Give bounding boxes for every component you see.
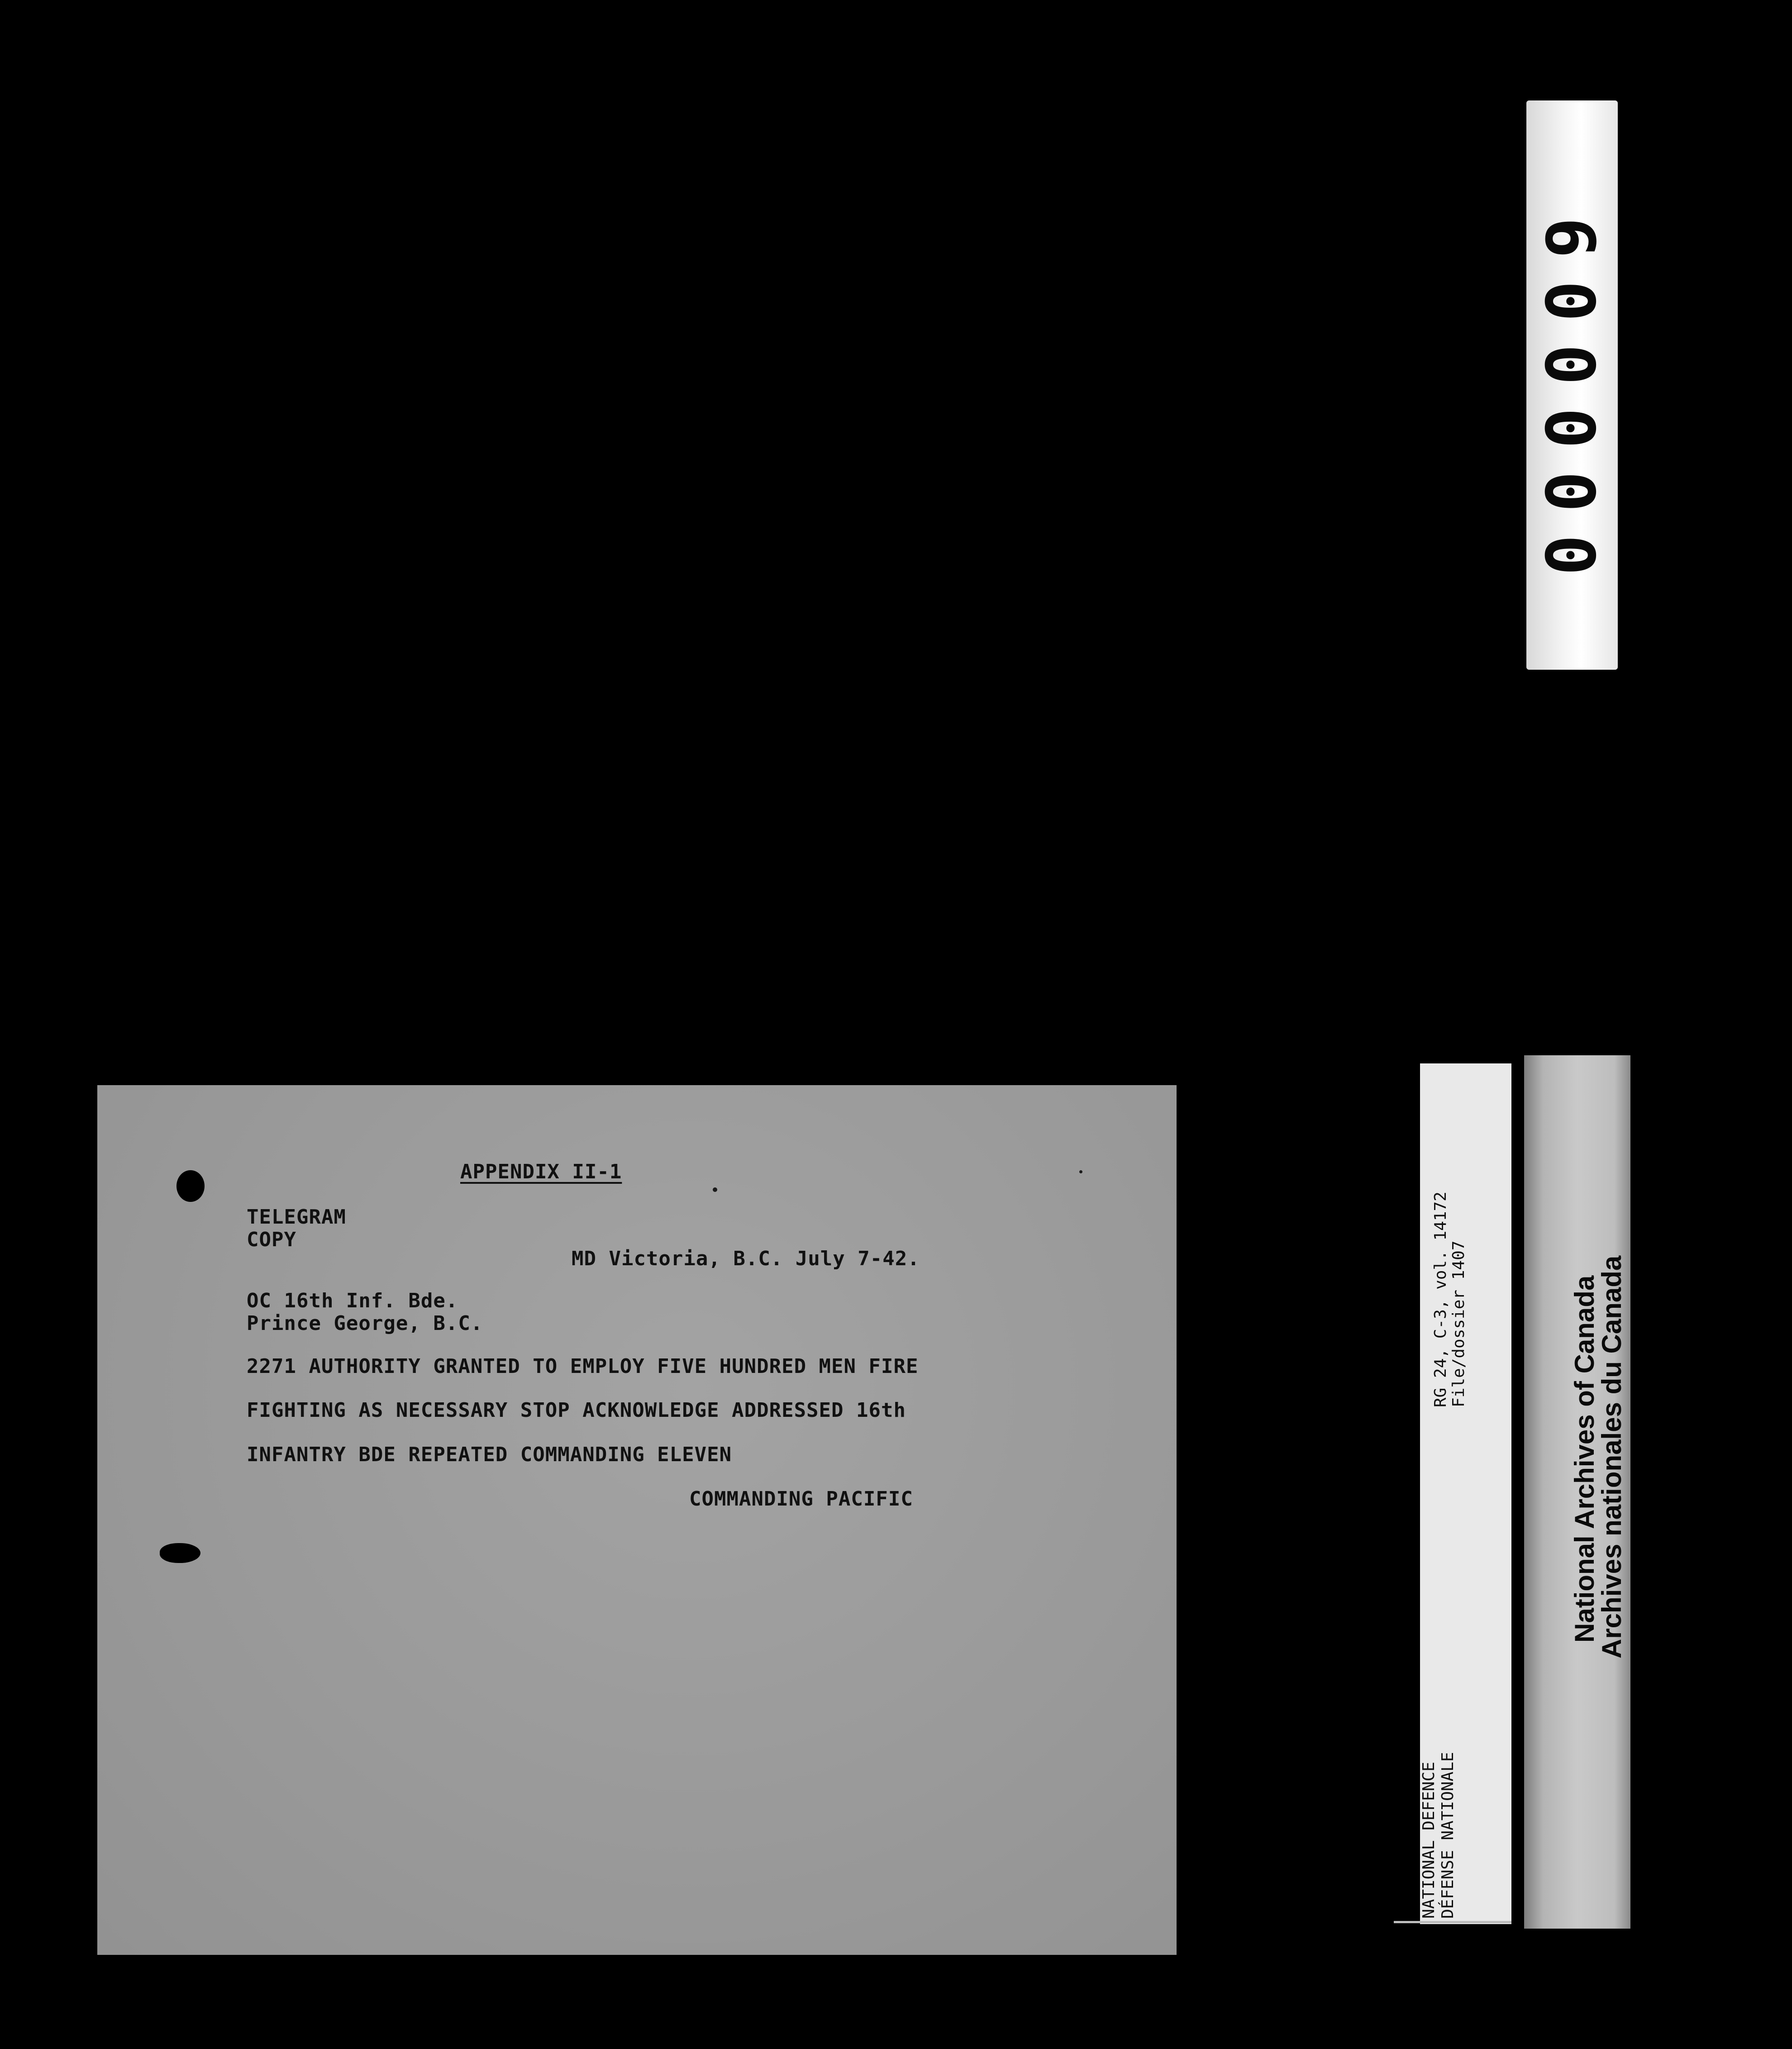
department-name-fr: DÉFENSE NATIONALE <box>1439 1752 1457 1919</box>
signature: COMMANDING PACIFIC <box>689 1487 913 1511</box>
message-line: FIGHTING AS NECESSARY STOP ACKNOWLEDGE ADDRESSED 16th <box>247 1399 906 1422</box>
telegram-label: TELEGRAM <box>247 1206 346 1229</box>
archives-name-fr: Archives nationales du Canada <box>1597 1255 1627 1658</box>
addressee-line: OC 16th Inf. Bde. <box>247 1289 458 1312</box>
paper-speck <box>713 1187 717 1192</box>
message-line: 2271 AUTHORITY GRANTED TO EMPLOY FIVE HUNDRED MEN FIRE <box>247 1355 919 1378</box>
telegram-document <box>97 1085 1177 1955</box>
punch-hole-bottom <box>160 1543 200 1563</box>
frame-number: 000009 <box>1533 195 1611 576</box>
frame-number-strip <box>1526 100 1618 670</box>
copy-label: COPY <box>247 1228 296 1251</box>
addressee-location: Prince George, B.C. <box>247 1312 483 1335</box>
paper-speck <box>1079 1170 1082 1173</box>
punch-hole-top <box>176 1170 205 1202</box>
record-group-reference: RG 24, C-3, vol. 14172 <box>1431 1191 1450 1407</box>
dateline: MD Victoria, B.C. July 7-42. <box>572 1247 920 1270</box>
department-name-en: NATIONAL DEFENCE <box>1420 1762 1438 1919</box>
divider <box>1394 1921 1511 1923</box>
file-reference: File/dossier 1407 <box>1449 1240 1468 1407</box>
appendix-heading: APPENDIX II-1 <box>460 1160 622 1183</box>
archives-name-en: National Archives of Canada <box>1569 1275 1600 1643</box>
message-line: INFANTRY BDE REPEATED COMMANDING ELEVEN <box>247 1443 732 1466</box>
